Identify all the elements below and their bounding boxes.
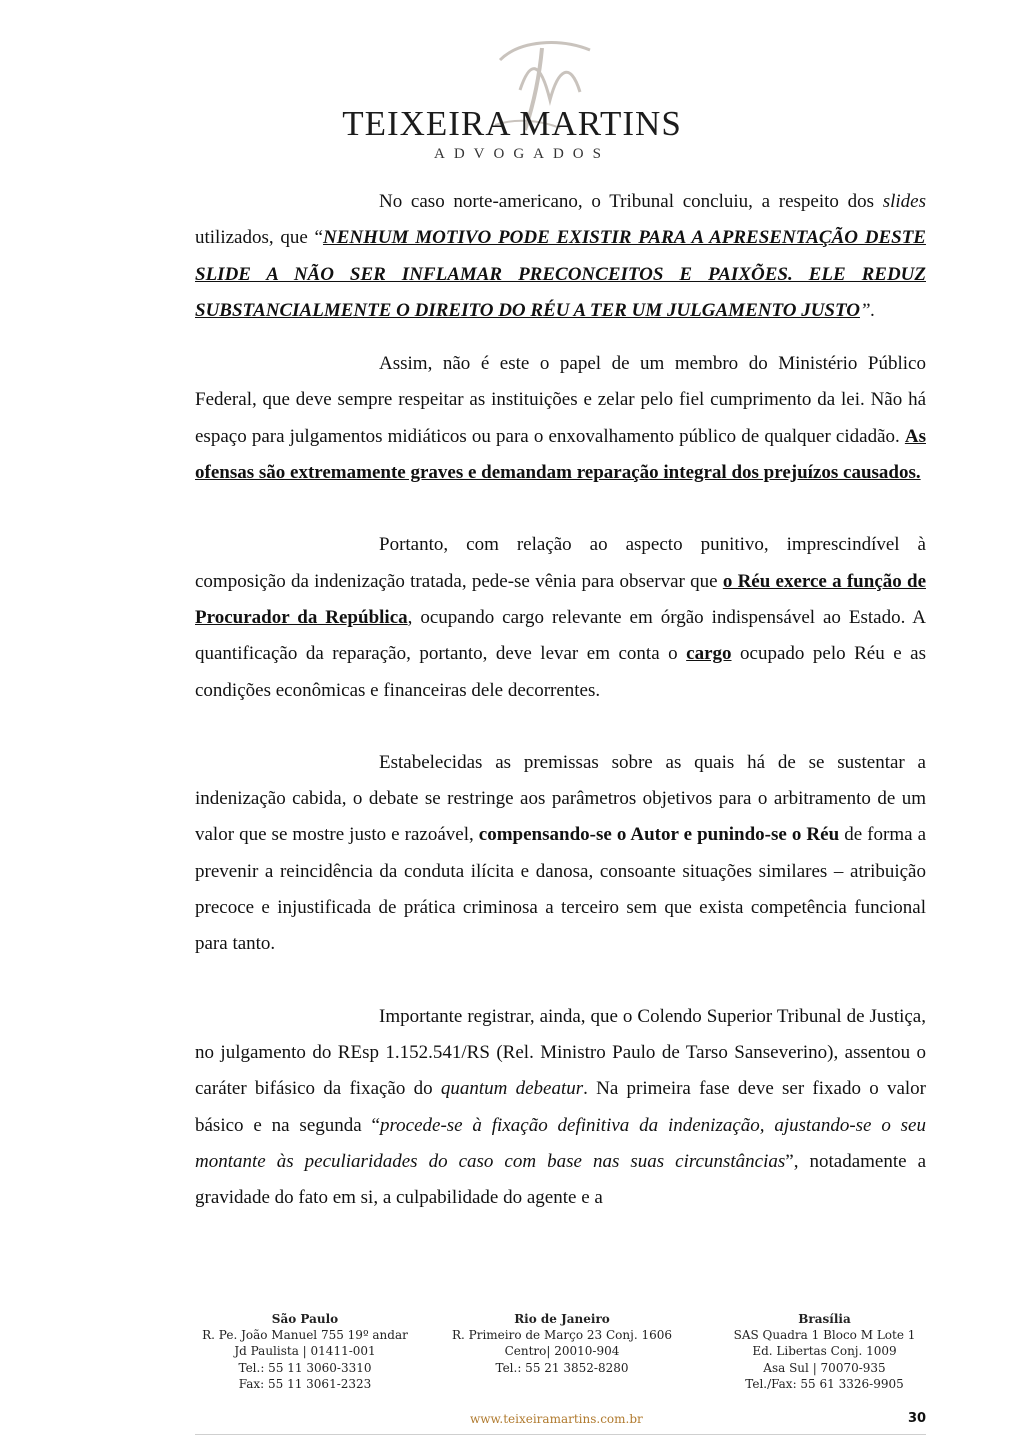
p3-bold-2: cargo (686, 643, 732, 665)
firm-logo (0, 22, 1024, 162)
office-address-line: R. Primeiro de Março 23 Conj. 1606 (451, 1328, 673, 1343)
document-body (195, 184, 926, 1216)
p1-quote: NENHUM MOTIVO PODE EXISTIR PARA A APRESENTAÇÃO DESTE SLIDE A NÃO SER INFLAMAR PRECONCEITOS E PAIXÕES. ELE REDUZ SUBSTANCIALMENTE O DIREITO DO RÉU A TER UM JULGAMENTO JUSTO (195, 227, 926, 321)
office-address-line: Ed. Libertas Conj. 1009 (752, 1344, 897, 1359)
paragraph-4 (195, 745, 926, 963)
office-city: Rio de Janeiro (514, 1312, 610, 1326)
office-sao-paulo (190, 1311, 420, 1392)
office-brasilia (717, 1311, 932, 1392)
office-address-line: R. Pe. João Manuel 755 19º andar (202, 1328, 408, 1343)
office-phone-fax: Tel./Fax: 55 61 3326-9905 (745, 1376, 904, 1391)
p1-text-3: ”. (859, 299, 876, 321)
p3-text-3: ocupado pelo Réu e as condições econômicas e financeiras dele decorrentes. (195, 643, 926, 701)
firm-name: TEIXEIRA MARTINS (342, 104, 682, 143)
footer-offices (190, 1311, 932, 1401)
p3-bold: o Réu exerce a função de Procurador da República (195, 570, 926, 628)
p2-bold: As ofensas são extremamente graves e demandam reparação integral dos prejuízos causados. (195, 425, 926, 484)
paragraph-1 (195, 184, 926, 329)
p4-text-2: de forma a prevenir a reincidência da conduta ilícita e danosa, consoante situações similares – atribuição precoce e injustificada de prática criminosa a terceiro sem que exista competência funcional para tanto. (195, 824, 927, 955)
p4-bold: compensando-se o Autor e punindo-se o Réu (478, 824, 840, 846)
website-link[interactable]: www.teixeiramartins.com.br (470, 1412, 643, 1426)
office-address-line: Centro| 20010-904 (504, 1344, 620, 1359)
p5-italic-1: quantum debeatur (440, 1078, 584, 1100)
p3-text-2: , ocupando cargo relevante em órgão indispensável ao Estado. A quantificação da reparação, portanto, deve levar em conta o (195, 606, 926, 665)
p5-text-3: ”, notadamente a gravidade do fato em si, a culpabilidade do agente e a (195, 1150, 926, 1209)
office-fax: Fax: 55 11 3061-2323 (238, 1376, 372, 1391)
office-address-line: Asa Sul | 70070-935 (763, 1360, 886, 1375)
p1-text-2: utilizados, que “ (195, 227, 323, 249)
office-city: São Paulo (271, 1312, 339, 1326)
p5-text-2: . Na primeira fase deve ser fixado o valor básico e na segunda “ (195, 1078, 926, 1136)
office-address-line: Jd Paulista | 01411-001 (234, 1344, 376, 1359)
office-rio-de-janeiro (442, 1311, 682, 1376)
p1-text-1: No caso norte-americano, o Tribunal concluiu, a respeito dos (379, 191, 874, 212)
paragraph-3 (195, 527, 926, 708)
p5-italic-2: procede-se à fixação definitiva da indenização, ajustando-se o seu montante às peculiaridades do caso com base nas suas circunstâncias (195, 1114, 926, 1172)
p5-text-1: Importante registrar, ainda, que o Colendo Superior Tribunal de Justiça, no julgamento do REsp 1.152.541/RS (Rel. Ministro Paulo de Tarso Sanseverino), assentou o caráter bifásico da fixação do (195, 1005, 926, 1100)
page-number: 30 (908, 1411, 927, 1426)
footer-divider (195, 1434, 926, 1435)
firm-subtitle: ADVOGADOS (433, 146, 610, 162)
p4-text-1: Estabelecidas as premissas sobre as quais há de se sustentar a indenização cabida, o debate se restringe aos parâmetros objetivos para o arbitramento de um valor que se mostre justo e razoável, (195, 751, 926, 846)
office-phone: Tel.: 55 11 3060-3310 (238, 1360, 372, 1375)
office-phone: Tel.: 55 21 3852-8280 (495, 1360, 629, 1375)
p3-text-1: Portanto, com relação ao aspecto punitivo, imprescindível à composição da indenização tratada, pede-se vênia para observar que (195, 534, 926, 592)
p1-slides: slides (882, 191, 926, 212)
office-address-line: SAS Quadra 1 Bloco M Lote 1 (733, 1328, 916, 1343)
paragraph-2 (195, 346, 926, 491)
office-city: Brasília (798, 1312, 851, 1326)
paragraph-5 (195, 999, 926, 1217)
p2-text-1: Assim, não é este o papel de um membro do Ministério Público Federal, que deve sempre respeitar as instituições e zelar pelo fiel cumprimento da lei. Não há espaço para julgamentos midiáticos ou para o enxovalhamento público de qualquer cidadão. (195, 353, 926, 447)
